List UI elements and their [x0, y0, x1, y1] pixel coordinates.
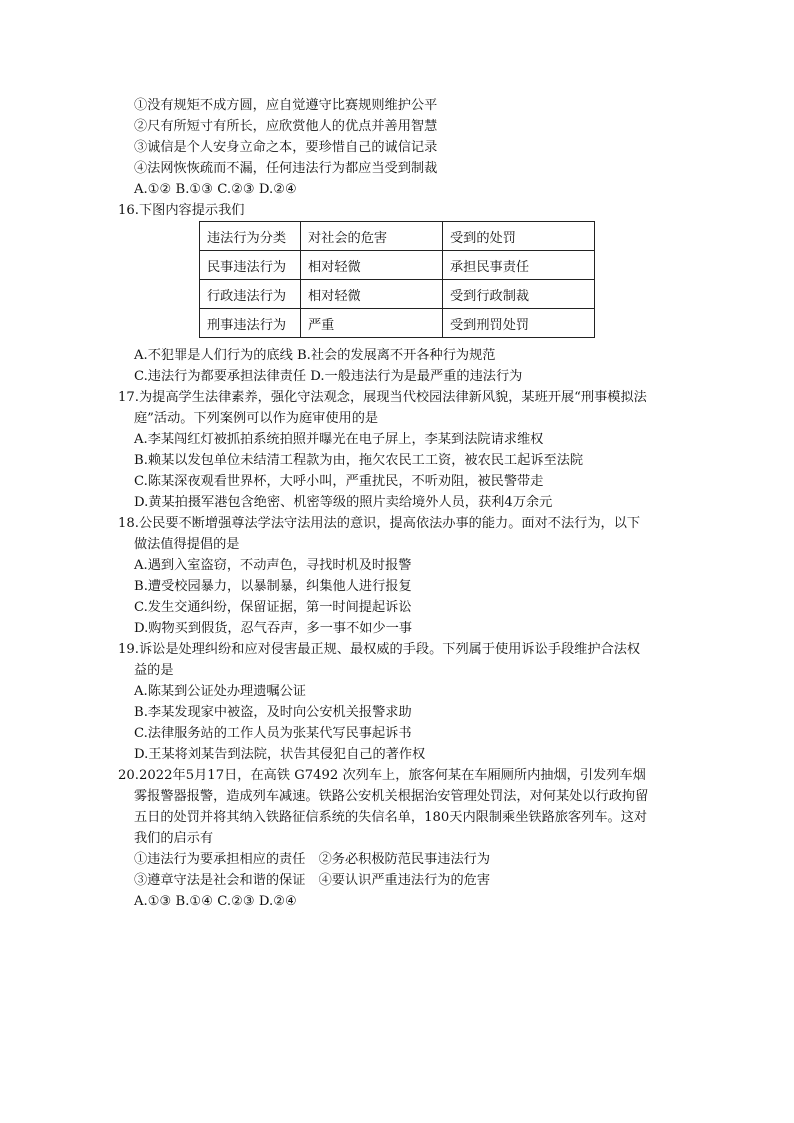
table-header-cell: 违法行为分类	[200, 222, 301, 251]
q19-stem-line-2: 益的是	[134, 663, 174, 678]
table-cell: 承担民事责任	[443, 251, 595, 280]
table-cell: 受到行政制裁	[443, 280, 595, 309]
table-cell: 刑事违法行为	[200, 309, 301, 338]
table-header-row	[200, 222, 595, 251]
q18-option-a: A.遇到入室盗窃，不动声色，寻找时机及时报警	[134, 558, 412, 573]
q15-option-1: ①没有规矩不成方圆，应自觉遵守比赛规则维护公平	[134, 98, 438, 113]
q16-stem: 16.下图内容提示我们	[118, 203, 245, 218]
q20-stem-line-4: 我们的启示有	[134, 831, 214, 846]
q19-option-d: D.王某将刘某告到法院，状告其侵犯自己的著作权	[134, 747, 426, 762]
q17-option-b: B.赖某以发包单位未结清工程款为由，拖欠农民工工资，被农民工起诉至法院	[134, 453, 584, 468]
q20-answers: A.①③ B.①④ C.②③ D.②④	[134, 894, 297, 909]
q17-option-a: A.李某闯红灯被抓拍系统拍照并曝光在电子屏上，李某到法院请求维权	[134, 432, 544, 447]
table-header-cell: 对社会的危害	[301, 222, 443, 251]
q15-option-4: ④法网恢恢疏而不漏，任何违法行为都应当受到制裁	[134, 161, 438, 176]
q18-stem-line-1: 18.公民要不断增强尊法学法守法用法的意识，提高依法办事的能力。面对不法行为，以下	[118, 516, 641, 531]
table-cell: 行政违法行为	[200, 280, 301, 309]
table-cell: 民事违法行为	[200, 251, 301, 280]
law-violation-table	[199, 221, 595, 338]
table-cell: 相对轻微	[301, 280, 443, 309]
table-cell: 严重	[301, 309, 443, 338]
table-header-cell: 受到的处罚	[443, 222, 595, 251]
table-row	[200, 309, 595, 338]
q19-option-a: A.陈某到公证处办理遗嘱公证	[134, 684, 306, 699]
q16-answers-line-1: A.不犯罪是人们行为的底线 B.社会的发展离不开各种行为规范	[134, 348, 496, 363]
q19-option-b: B.李某发现家中被盗，及时向公安机关报警求助	[134, 705, 412, 720]
q20-stem-line-1: 20.2022年5月17日，在高铁 G7492 次列车上，旅客何某在车厢厕所内抽烟，引发列车烟	[118, 768, 646, 783]
q15-option-2: ②尺有所短寸有所长，应欣赏他人的优点并善用智慧	[134, 119, 438, 134]
q19-stem-line-1: 19.诉讼是处理纠纷和应对侵害最正规、最权威的手段。下列属于使用诉讼手段维护合法权	[118, 642, 641, 657]
table-row	[200, 280, 595, 309]
q20-options-line-1: ①违法行为要承担相应的责任 ②务必积极防范民事违法行为	[134, 852, 491, 867]
q18-option-b: B.遭受校园暴力，以暴制暴，纠集他人进行报复	[134, 579, 412, 594]
q17-stem-line-2: 庭”活动。下列案例可以作为庭审使用的是	[134, 411, 379, 426]
table-cell: 受到刑罚处罚	[443, 309, 595, 338]
table-row	[200, 251, 595, 280]
q20-stem-line-2: 雾报警器报警，造成列车减速。铁路公安机关根据治安管理处罚法，对何某处以行政拘留	[134, 789, 649, 804]
q20-options-line-2: ③遵章守法是社会和谐的保证 ④要认识严重违法行为的危害	[134, 873, 491, 888]
q16-answers-line-2: C.违法行为都要承担法律责任 D.一般违法行为是最严重的违法行为	[134, 369, 523, 384]
table-cell: 相对轻微	[301, 251, 443, 280]
q17-stem-line-1: 17.为提高学生法律素养，强化守法观念，展现当代校园法律新风貌，某班开展“刑事模拟法	[118, 390, 647, 405]
q15-option-3: ③诚信是个人安身立命之本，要珍惜自己的诚信记录	[134, 140, 438, 155]
q17-option-c: C.陈某深夜观看世界杯，大呼小叫，严重扰民，不听劝阻，被民警带走	[134, 474, 544, 489]
q20-stem-line-3: 五日的处罚并将其纳入铁路征信系统的失信名单，180天内限制乘坐铁路旅客列车。这对	[134, 810, 648, 825]
q18-stem-line-2: 做法值得提倡的是	[134, 537, 240, 552]
q18-option-d: D.购物买到假货，忍气吞声，多一事不如少一事	[134, 621, 413, 636]
q19-option-c: C.法律服务站的工作人员为张某代写民事起诉书	[134, 726, 412, 741]
q17-option-d: D.黄某拍摄军港包含绝密、机密等级的照片卖给境外人员，获利4万余元	[134, 495, 553, 510]
q18-option-c: C.发生交通纠纷，保留证据，第一时间提起诉讼	[134, 600, 412, 615]
q15-answers: A.①② B.①③ C.②③ D.②④	[134, 182, 297, 197]
